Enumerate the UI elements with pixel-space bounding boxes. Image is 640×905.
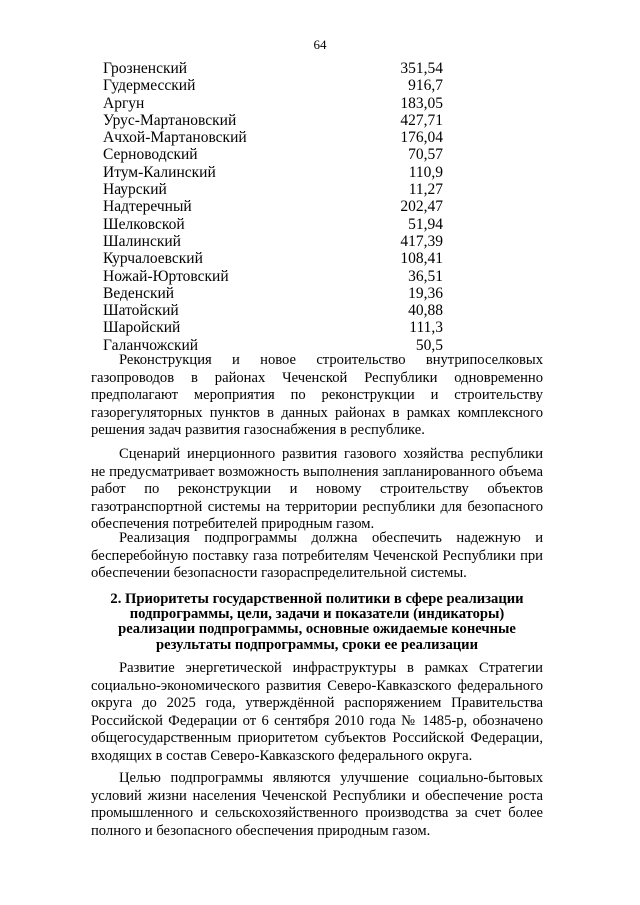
district-value: 110,9 [408, 163, 443, 181]
district-value: 202,47 [400, 198, 443, 216]
district-row [103, 250, 443, 267]
district-value: 51,94 [408, 215, 443, 233]
district-row [103, 112, 443, 129]
district-value: 111,3 [409, 319, 443, 337]
paragraph-implementation: Реализация подпрограммы должна обеспечить надежную и бесперебойную поставку газа потребителям Чеченской Республики при обеспечении безопасности газораспределительной системы. [91, 530, 543, 581]
district-row [103, 164, 443, 181]
page-number: 64 [313, 37, 327, 52]
district-row [103, 129, 443, 146]
district-name: Наурский [103, 181, 167, 199]
district-value: 70,57 [408, 146, 443, 164]
district-name: Шатойский [103, 302, 179, 320]
paragraph-inertial-scenario: Сценарий инерционного развития газового хозяйства республики не предусматривает возможность выполнения запланированного объема работ по реконструкции и новому строительству объектов газотранспортной системы на территории республики для безопасного обеспечения потребителей природным газом. [91, 446, 543, 532]
district-name: Ножай-Юртовский [103, 267, 229, 285]
district-row [103, 181, 443, 198]
district-value: 183,05 [400, 94, 443, 112]
district-value: 50,5 [415, 336, 443, 354]
district-value: 176,04 [400, 129, 443, 147]
district-name: Веденский [103, 284, 175, 302]
district-name: Шалинский [103, 232, 181, 250]
district-row [103, 198, 443, 215]
district-row [103, 216, 443, 233]
district-row [103, 285, 443, 302]
district-row [103, 77, 443, 94]
district-row [103, 60, 443, 77]
district-row [103, 95, 443, 112]
district-name: Аргун [103, 94, 145, 112]
district-value: 11,27 [408, 181, 443, 199]
paragraph-goal: Целью подпрограммы являются улучшение социально-бытовых условий жизни населения Чеченской Республики и обеспечение роста промышленного и сельскохозяйственного производства за счет более полного и безопасного обеспечения природным газом. [91, 770, 543, 839]
district-list [103, 60, 443, 354]
district-row [103, 268, 443, 285]
district-value: 19,36 [408, 284, 443, 302]
district-value: 427,71 [400, 111, 443, 129]
district-row [103, 302, 443, 319]
district-name: Ачхой-Мартановский [103, 129, 247, 147]
district-value: 916,7 [408, 77, 443, 95]
district-name: Серноводский [103, 146, 198, 164]
district-name: Надтеречный [103, 198, 192, 216]
district-name: Галанчожский [103, 336, 199, 354]
district-value: 417,39 [400, 232, 443, 250]
district-name: Шаройский [103, 319, 181, 337]
paragraph-strategy: Развитие энергетической инфраструктуры в рамках Стратегии социально-экономического развития Северо-Кавказского федерального округа до 2025 года, утверждённой распоряжением Правительства Российской Федерации от 6 сентября 2010 года № 1485-р, обозначено общегосударственным приоритетом субъектов Российской Федерации, входящих в состав Северо-Кавказского федерального округа. [91, 660, 543, 764]
district-value: 351,54 [400, 60, 443, 77]
section-heading: 2. Приоритеты государственной политики в сфере реализации подпрограммы, цели, задачи и показатели (индикаторы) реализации подпрограммы, основные ожидаемые конечные результаты подпрограммы, сроки ее реализации [110, 591, 524, 653]
district-name: Гудермесский [103, 77, 196, 95]
district-row [103, 233, 443, 250]
district-name: Шелковской [103, 215, 185, 233]
district-value: 36,51 [408, 267, 443, 285]
district-value: 108,41 [400, 250, 443, 268]
paragraph-reconstruction: Реконструкция и новое строительство внутрипоселковых газопроводов в районах Чеченской Республики одновременно предполагают мероприятия по реконструкции и строительству газорегуляторных пунктов в данных районах в рамках комплексного решения задач развития газоснабжения в республике. [91, 352, 543, 438]
district-name: Урус-Мартановский [103, 111, 237, 129]
district-name: Курчалоевский [103, 250, 203, 268]
district-value: 40,88 [408, 302, 443, 320]
district-row [103, 146, 443, 163]
district-name: Итум-Калинский [103, 163, 216, 181]
district-row [103, 319, 443, 336]
district-name: Грозненский [103, 60, 188, 77]
